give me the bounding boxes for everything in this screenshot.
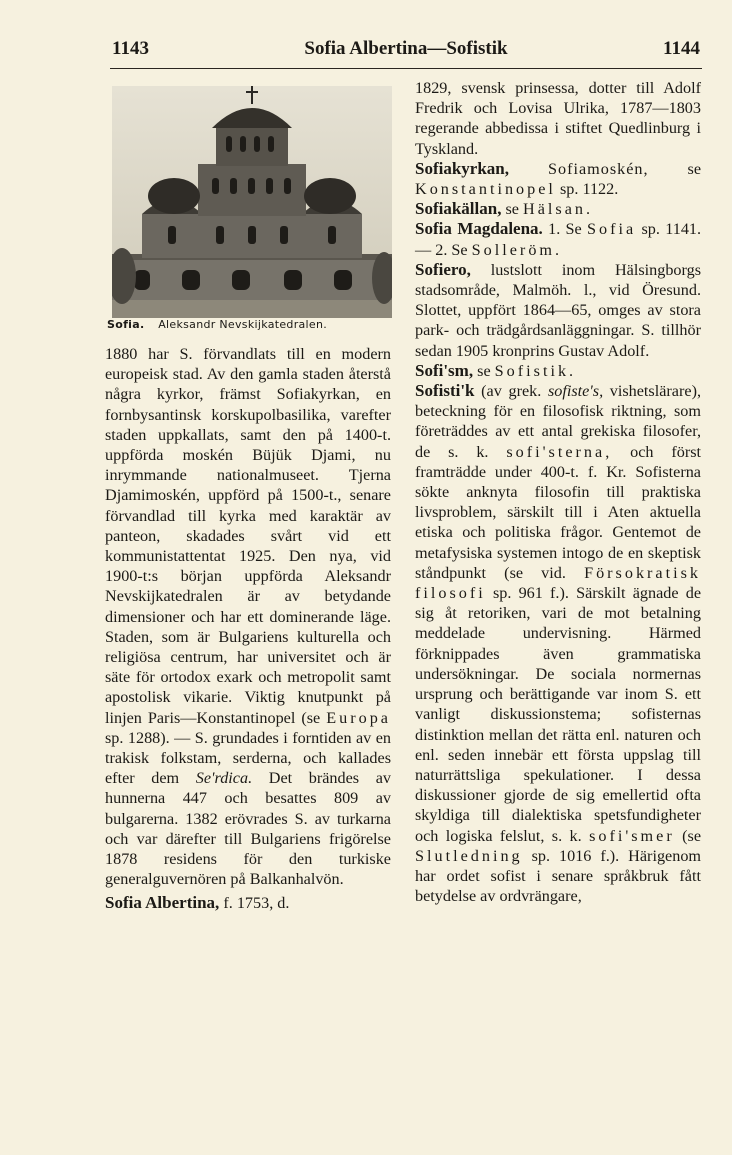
- italic-term: Se'rdica.: [195, 769, 253, 788]
- text-segment: se: [477, 361, 491, 380]
- entry-headword: Sofiakyrkan,: [415, 158, 509, 178]
- sofia-history-paragraph: [105, 344, 391, 889]
- text-segment: (se: [682, 826, 701, 845]
- left-column: [105, 344, 391, 914]
- spaced-term: sofi'smer: [589, 826, 675, 845]
- entry-sofia-albertina: [105, 893, 391, 913]
- text-segment: se: [505, 200, 519, 219]
- italic-term: sofiste's,: [547, 382, 604, 401]
- text-segment: lustslott inom Hälsingborgs stadsområde, Malmöh. l., vid Öresund. Slottet, uppfört 1864—65, omges av stora park- och trädgårdsanläggningar. S. tillhör sedan 1905 kronprins Gustav Adolf.: [415, 260, 701, 360]
- header-rule: [110, 68, 702, 69]
- cross-reference[interactable]: Solleröm.: [471, 240, 563, 259]
- entry-sofia-magdalena: [415, 219, 701, 259]
- entry-headword: Sofiakällan,: [415, 199, 502, 219]
- cross-reference[interactable]: Sofia: [587, 220, 637, 239]
- page-header: [112, 38, 700, 64]
- entry-headword: Sofiero,: [415, 259, 471, 279]
- cross-reference[interactable]: Europa: [326, 708, 391, 727]
- cross-reference[interactable]: Försokratisk filosofi: [415, 563, 701, 603]
- entry-sofiero: [415, 260, 701, 361]
- text-segment: 1880 har S. förvandlats till en modern europeisk stad. Av den gamla staden återstå några kyrkor, främst Sofiakyrkan, en fornbysantinsk korskupolbasilika, varefter staden uppkallats, samt den på 1400-t. uppförda moskén Büjük Djami, nu inrymmande nationalmuseet. Tjerna Djamimoskén, uppförd på 1500-t., senare förvandlad till kyrka med karaktär av panteon, skadades svårt vid ett kommunistattentat 1925. Den nya, vid 1900-t:s början uppförda Aleksandr Nevskijkatedralen är av betydande dimensioner och har ett dominerande läge. Staden, som är Bulgariens kulturella och religiösa centrum, har universitet och är säte för ortodox exark och metropolit samt apostolisk vikarie. Viktig knutpunkt på linjen Paris—Konstantinopel (se: [105, 345, 391, 727]
- spaced-term: Sofiamoskén,: [547, 159, 649, 178]
- text-segment: se: [687, 159, 701, 178]
- entry-headword: Sofia Albertina,: [105, 893, 220, 913]
- entry-headword: Sofi'sm,: [415, 360, 474, 380]
- cross-reference[interactable]: Sofistik.: [494, 361, 577, 380]
- text-segment: och först framträdde under 400-t. f. Kr. Sofisterna sökte anknyta filosofin till praktiska livsproblem, särskilt till i Aten aktuella etiska och politiska frågor. Gentemot de metafysiska systemen intogo de en skeptisk ståndpunkt (se vid.: [415, 442, 702, 582]
- caption-text: Aleksandr Nevskijkatedralen.: [158, 318, 328, 331]
- entry-sofism: [415, 361, 701, 381]
- running-title: Sofia Albertina—Sofistik: [304, 38, 508, 59]
- entry-sofistik: [415, 381, 701, 906]
- spaced-term: sofi'sterna,: [506, 442, 613, 461]
- cathedral-photo: [112, 86, 392, 318]
- entry-headword: Sofia Magdalena.: [415, 219, 543, 239]
- cross-reference[interactable]: Konstantinopel: [415, 180, 556, 199]
- cross-reference[interactable]: Slutledning: [415, 846, 523, 865]
- text-segment: Det brändes av hunnerna 447 och besattes 809 av bulgarerna. 1382 erövrades S. av turkarna och var därefter till Bulgariens frigörelse 1878 residens för den turkiske generalguvernören på Balkanhalvön.: [105, 769, 391, 889]
- text-segment: sp. 1122.: [559, 180, 619, 199]
- entry-continuation: 1829, svensk prinsessa, dotter till Adolf Fredrik och Lovisa Ulrika, 1787—1803 regerande abbedissa i stiftet Quedlinburg i Tyskland.: [415, 79, 701, 158]
- page-number-right: 1144: [663, 38, 700, 59]
- entry-headword: Sofisti'k: [415, 381, 475, 401]
- entry-sofiakyrkan: [415, 159, 701, 199]
- cross-reference[interactable]: Hälsan.: [523, 200, 594, 219]
- right-column: [415, 78, 701, 906]
- text-segment: sp. 1288). — S. grundades i forntiden av en trakisk folkstam, serderna, och kallades efter dem: [105, 728, 391, 788]
- text-segment: sp. 1016 f.). Härigenom har ordet sofist i senare språkbruk fått betydelse av ordvrängare,: [415, 846, 702, 906]
- caption-label: Sofia.: [107, 318, 145, 331]
- text-segment: f. 1753, d.: [223, 894, 290, 913]
- text-segment: 1. Se: [548, 220, 582, 239]
- page-number-left: 1143: [112, 38, 149, 59]
- text-segment: sp. 961 f.). Särskilt ägnade de sig åt retoriken, vari de mot betalning meddelade undervisning. Härmed förknippades även grammatiska undersökningar. De sociala normernas ursprung och berättigande var inom S. ett vanligt diskussionstema; sofisternas distinktion mellan det rätta enl. naturen och enl. seden innebär ett första uppslag till naturrättsliga spekulationer. I dessa diskussioner gjorde de sig emellertid ofta skyldiga till dialektiska spetsfundigheter och logiska felslut, s. k.: [415, 584, 701, 845]
- text-segment: vishetslärare), beteckning för en filosofisk riktning, som företräddes av ett antal grekiska filosofer, de s. k.: [415, 382, 702, 461]
- figure-caption: [107, 318, 393, 332]
- text-segment: (av grek.: [481, 382, 542, 401]
- entry-sofiakallan: [415, 199, 701, 219]
- text-segment: sp. 1141. — 2. Se: [415, 220, 702, 259]
